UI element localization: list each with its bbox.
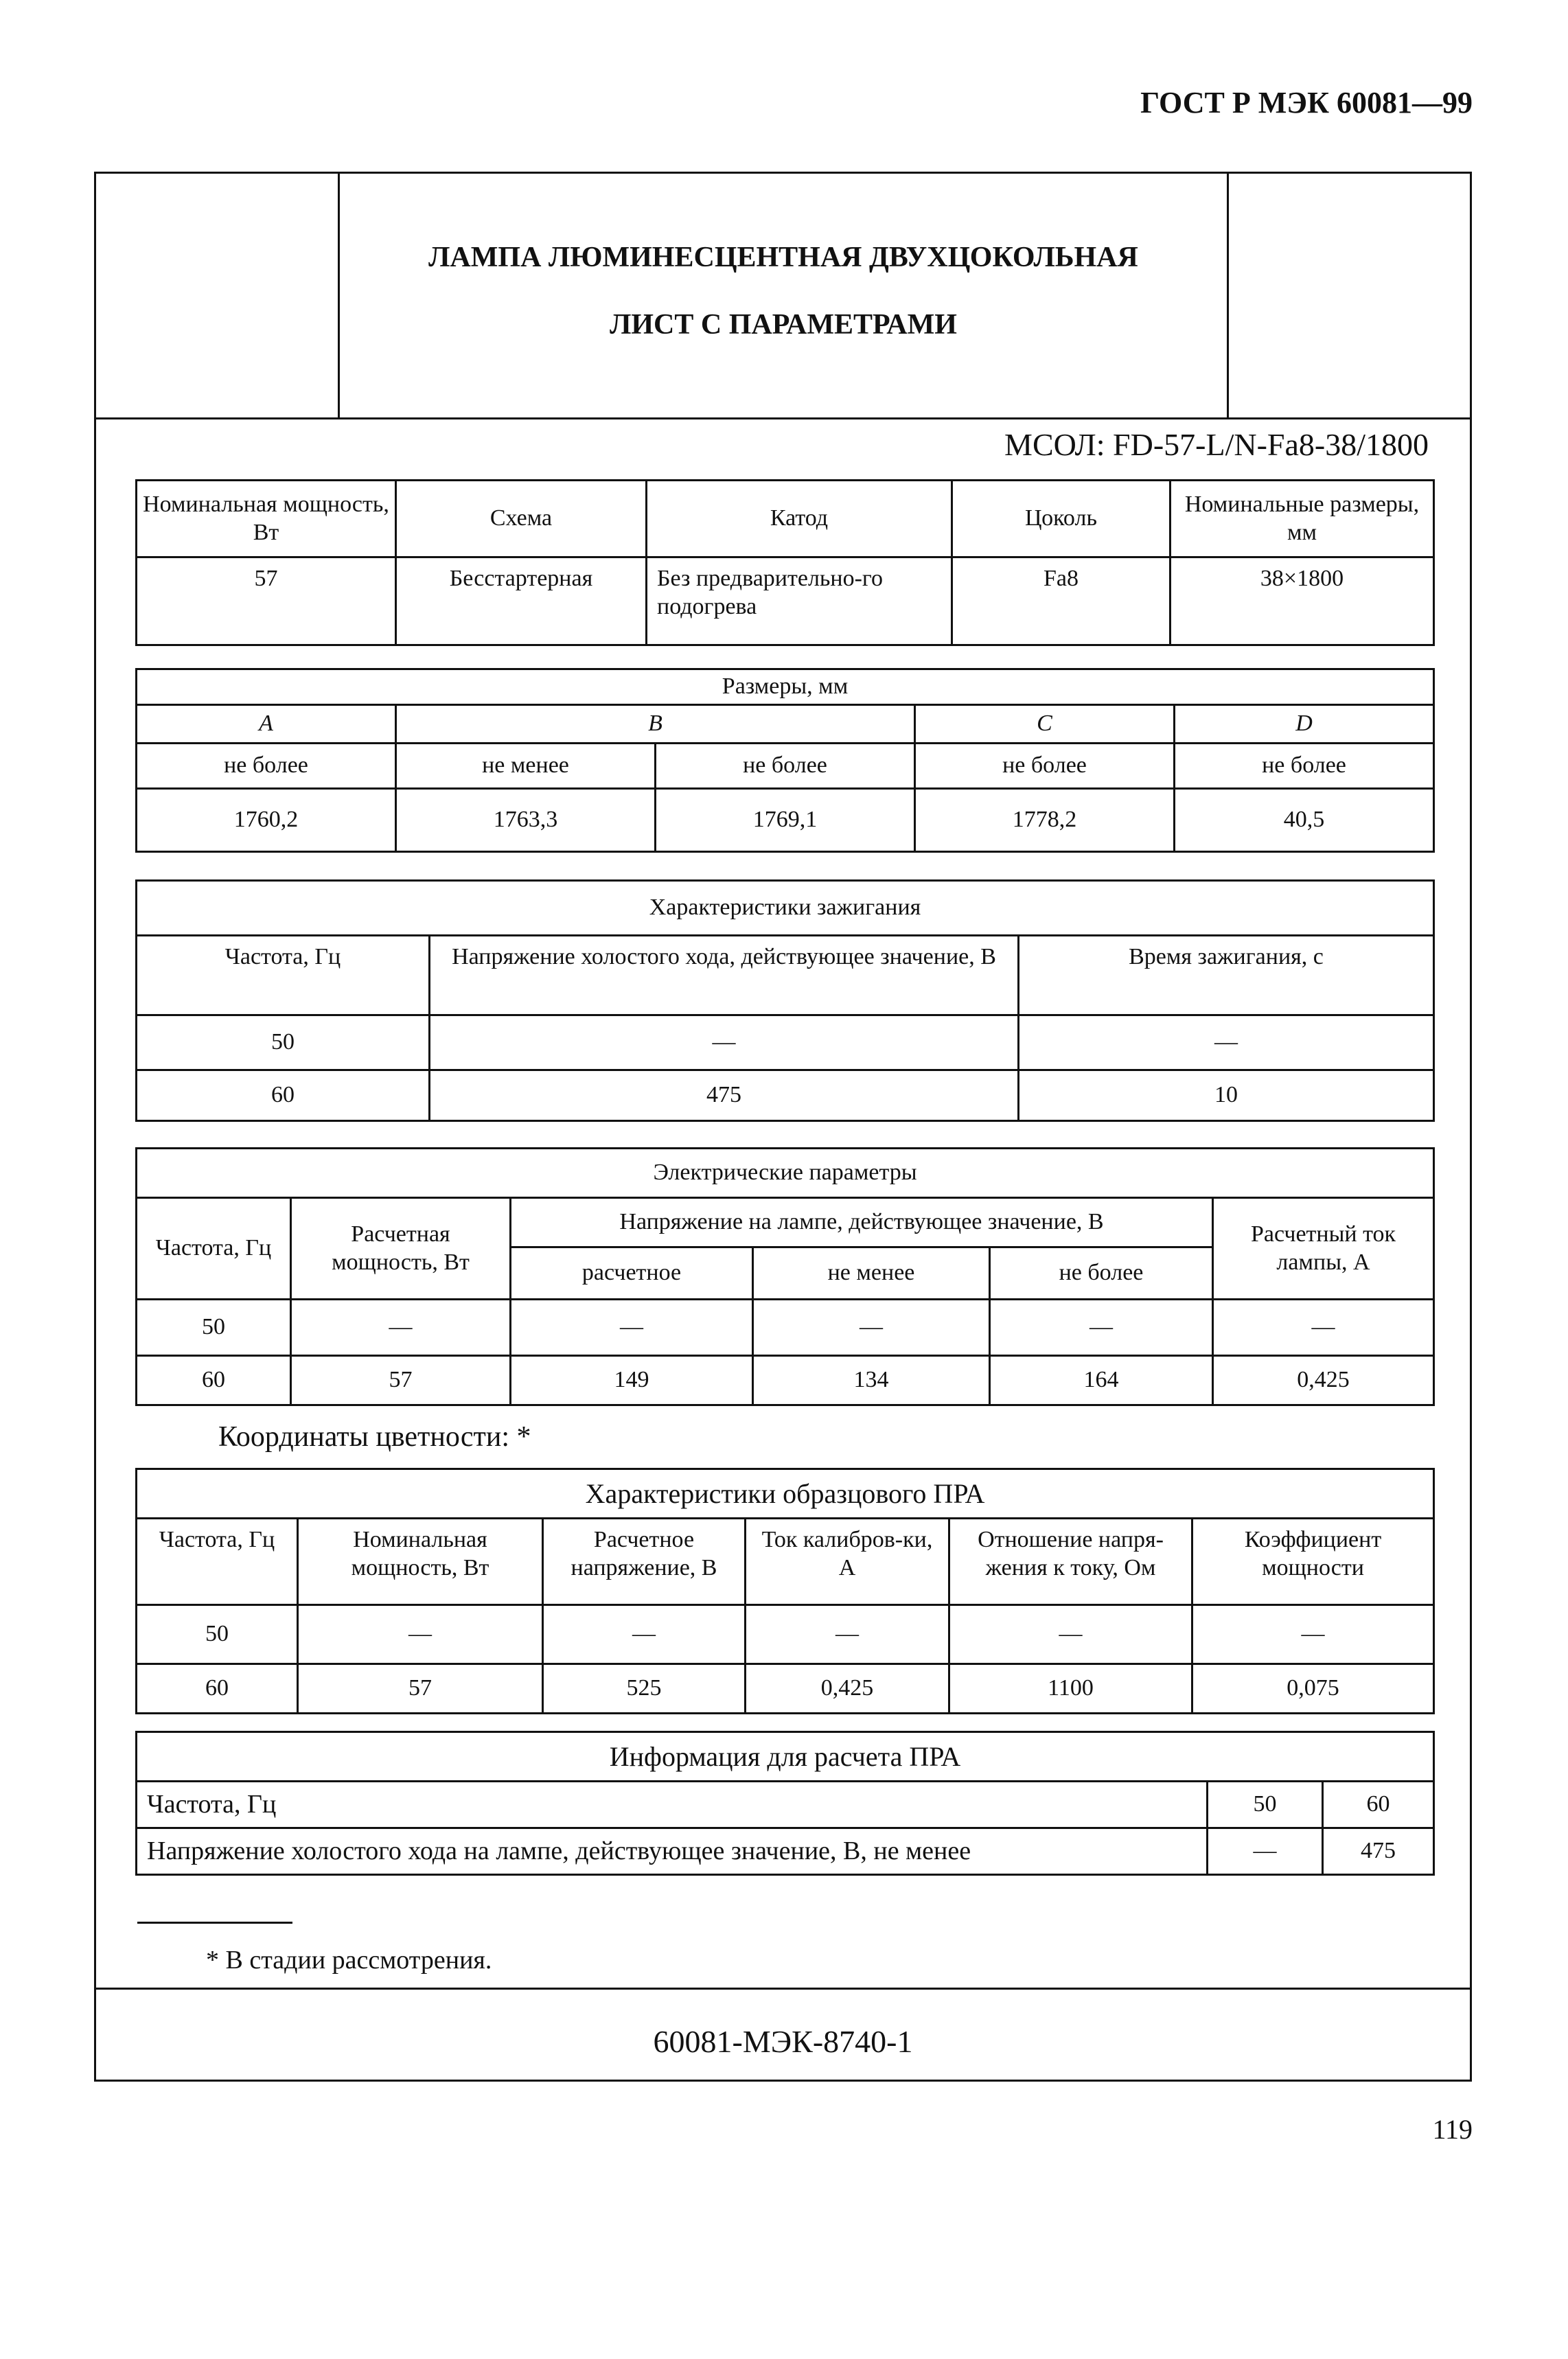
table-cell: 50 — [137, 1300, 291, 1356]
table-cell: 60 — [137, 1070, 430, 1121]
table-cell: — — [1019, 1015, 1434, 1070]
table-cell: 475 — [1323, 1828, 1434, 1875]
value-cell: 1769,1 — [656, 789, 915, 852]
table-cell: 475 — [430, 1070, 1019, 1121]
table-cell: — — [949, 1605, 1192, 1664]
table-cell: Fa8 — [952, 557, 1171, 645]
header-cell: Отношение напря-жения к току, Ом — [949, 1519, 1192, 1605]
page-number: 119 — [1432, 2114, 1473, 2145]
table-cell: — — [753, 1300, 990, 1356]
table-cell: 1100 — [949, 1664, 1192, 1714]
limit-cell: не более — [656, 744, 915, 789]
table-cell: — — [543, 1605, 746, 1664]
subheader-cell: расчетное — [511, 1247, 753, 1300]
dimension-letter: A — [137, 705, 396, 744]
header-cell: Время зажигания, с — [1019, 936, 1434, 1015]
footnote-divider — [137, 1922, 292, 1924]
table-cell: 164 — [990, 1356, 1213, 1405]
limit-cell: не более — [137, 744, 396, 789]
header-cell: Частота, Гц — [137, 1198, 291, 1300]
reference-ballast-table — [135, 1468, 1435, 1714]
table-cell: Бесстартерная — [396, 557, 647, 645]
table-cell: — — [298, 1605, 543, 1664]
dimensions-table — [135, 668, 1435, 853]
header-cell: Частота, Гц — [137, 1519, 298, 1605]
header-cell: Номинальные размеры, мм — [1171, 481, 1434, 557]
table-cell: 0,075 — [1192, 1664, 1434, 1714]
header-cell: Цоколь — [952, 481, 1171, 557]
table-cell: 38×1800 — [1171, 557, 1434, 645]
ballast-info-table — [135, 1731, 1435, 1876]
dimension-letter: D — [1175, 705, 1434, 744]
value-cell: 1760,2 — [137, 789, 396, 852]
limit-cell: не менее — [396, 744, 656, 789]
table-cell: 60 — [1323, 1782, 1434, 1828]
header-cell: Коэффициент мощности — [1192, 1519, 1434, 1605]
table-cell: 0,425 — [1213, 1356, 1434, 1405]
dimension-letter: B — [396, 705, 915, 744]
footnote: * В стадии рассмотрения. — [206, 1946, 492, 1975]
table-cell: 10 — [1019, 1070, 1434, 1121]
header-cell: Расчетное напряжение, В — [543, 1519, 746, 1605]
sheet-title: ЛАМПА ЛЮМИНЕСЦЕНТНАЯ ДВУХЦОКОЛЬНАЯ — [428, 242, 1138, 273]
limit-cell: не более — [1175, 744, 1434, 789]
chromaticity-coordinates: Координаты цветности: * — [218, 1421, 531, 1453]
header-cell: Ток калибров-ки, А — [746, 1519, 949, 1605]
table-cell: 60 — [137, 1356, 291, 1405]
table-cell: 50 — [137, 1605, 298, 1664]
header-cell: Катод — [647, 481, 952, 557]
ignition-table — [135, 879, 1435, 1122]
electrical-params-table — [135, 1147, 1435, 1406]
header-cell: Расчетная мощность, Вт — [291, 1198, 511, 1300]
header-cell: Расчетный ток лампы, А — [1213, 1198, 1434, 1300]
table-cell: 57 — [291, 1356, 511, 1405]
header-cell: Схема — [396, 481, 647, 557]
header-cell: Номинальная мощность, Вт — [298, 1519, 543, 1605]
subheader-cell: не менее — [753, 1247, 990, 1300]
table-title: Электрические параметры — [137, 1149, 1434, 1198]
table-cell: 50 — [137, 1015, 430, 1070]
table-cell: 57 — [298, 1664, 543, 1714]
table-cell: — — [511, 1300, 753, 1356]
sheet-code: 60081-МЭК-8740-1 — [653, 2024, 913, 2059]
table-cell: — — [291, 1300, 511, 1356]
table-cell: 57 — [137, 557, 396, 645]
header-cell: Частота, Гц — [137, 936, 430, 1015]
title-cell — [338, 174, 1229, 417]
standard-header: ГОСТ Р МЭК 60081—99 — [1140, 86, 1473, 119]
table-cell: Частота, Гц — [137, 1782, 1208, 1828]
table-cell: Без предварительно-го подогрева — [647, 557, 952, 645]
table-cell: 134 — [753, 1356, 990, 1405]
table-cell: — — [1192, 1605, 1434, 1664]
table-cell: 525 — [543, 1664, 746, 1714]
value-cell: 40,5 — [1175, 789, 1434, 852]
header-cell: Номинальная мощность, Вт — [137, 481, 396, 557]
table-title: Характеристики зажигания — [137, 881, 1434, 936]
table-cell: 60 — [137, 1664, 298, 1714]
lamp-main-params-table — [135, 479, 1435, 646]
table-cell: — — [430, 1015, 1019, 1070]
table-cell: 149 — [511, 1356, 753, 1405]
header-cell: Напряжение холостого хода, действующее значение, В — [430, 936, 1019, 1015]
table-cell: 50 — [1208, 1782, 1323, 1828]
table-title: Размеры, мм — [137, 669, 1434, 705]
table-cell: — — [746, 1605, 949, 1664]
table-cell: — — [1208, 1828, 1323, 1875]
title-row — [96, 174, 1470, 419]
table-cell: — — [1213, 1300, 1434, 1356]
data-sheet-frame — [94, 172, 1472, 2082]
bottom-separator — [96, 1988, 1470, 1990]
lamp-designation: МСОЛ: FD-57-L/N-Fa8-38/1800 — [1004, 427, 1429, 462]
subheader-cell: не более — [990, 1247, 1213, 1300]
table-title: Характеристики образцового ПРА — [137, 1469, 1434, 1519]
table-cell: Напряжение холостого хода на лампе, действующее значение, В, не менее — [137, 1828, 1208, 1875]
limit-cell: не более — [915, 744, 1175, 789]
sheet-subtitle: ЛИСТ С ПАРАМЕТРАМИ — [610, 309, 957, 341]
value-cell: 1763,3 — [396, 789, 656, 852]
table-cell: — — [990, 1300, 1213, 1356]
table-cell: 0,425 — [746, 1664, 949, 1714]
value-cell: 1778,2 — [915, 789, 1175, 852]
header-cell: Напряжение на лампе, действующее значение, В — [511, 1198, 1213, 1247]
table-title: Информация для расчета ПРА — [137, 1732, 1434, 1782]
dimension-letter: C — [915, 705, 1175, 744]
